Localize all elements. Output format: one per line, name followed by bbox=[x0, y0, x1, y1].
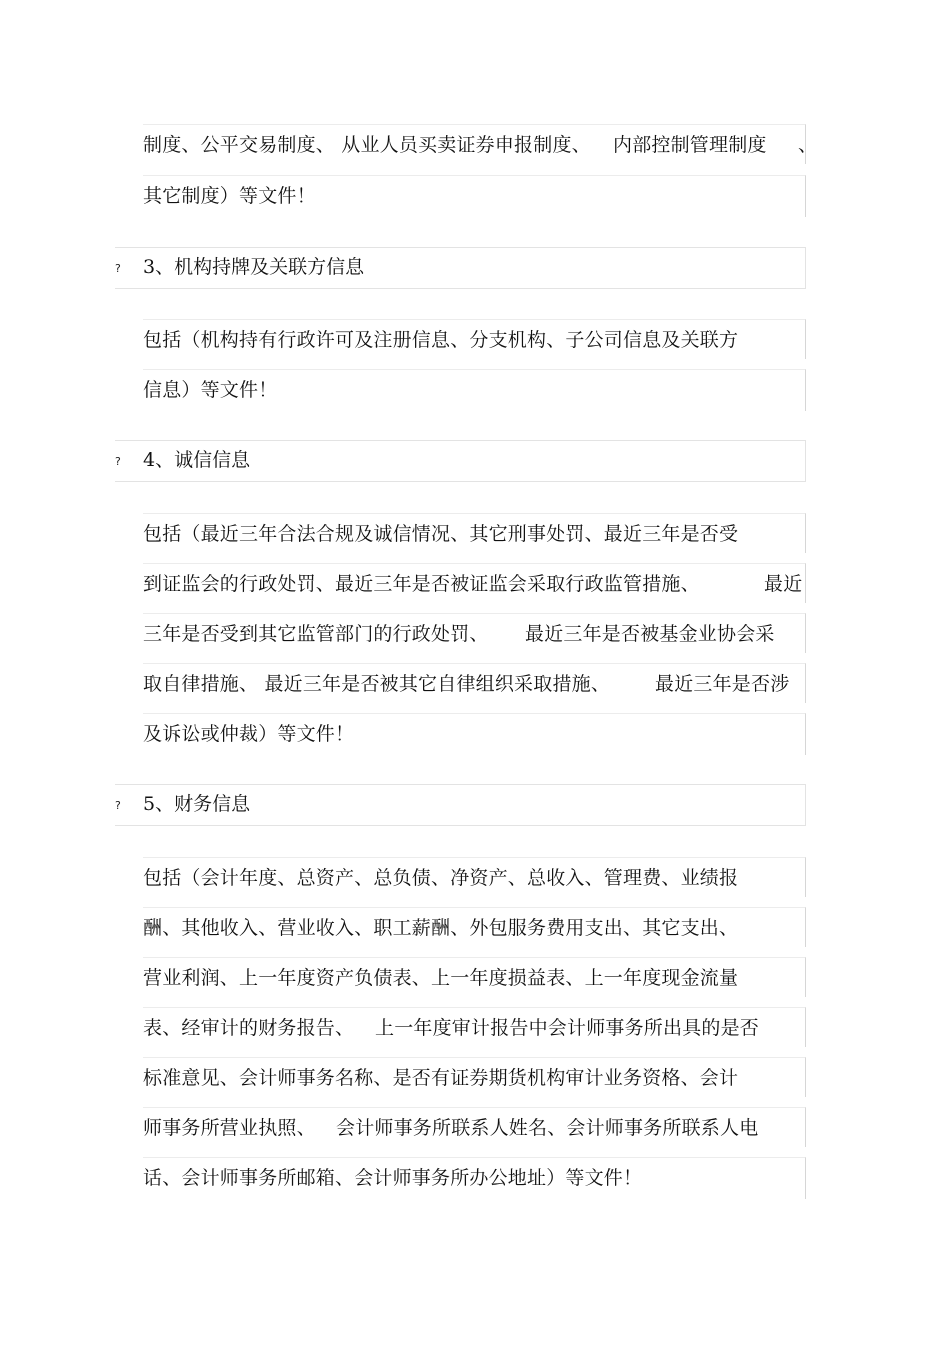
text-line bbox=[143, 1157, 806, 1199]
line-text: 表、经审计的财务报告、 bbox=[143, 1017, 355, 1039]
line-text: 标准意见、会计师事务名称、是否有证券期货机构审计业务资格、会计 bbox=[143, 1067, 739, 1089]
text-line bbox=[143, 319, 806, 359]
text-line bbox=[143, 713, 806, 755]
line-text: 到证监会的行政处罚、最近三年是否被证监会采取行政监管措施、 bbox=[143, 573, 700, 595]
heading-text: 5、财务信息 bbox=[143, 793, 251, 815]
text-line bbox=[143, 563, 806, 603]
bullet-icon: ? bbox=[115, 455, 121, 468]
section-heading bbox=[115, 440, 806, 482]
text-line bbox=[143, 613, 806, 653]
line-text: 三年是否受到其它监管部门的行政处罚、 bbox=[143, 623, 489, 645]
line-text: 制度、公平交易制度、 从业人员买卖证券申报制度、 bbox=[143, 134, 591, 156]
bullet-icon: ? bbox=[115, 262, 121, 275]
line-text: 话、会计师事务所邮箱、会计师事务所办公地址）等文件！ bbox=[143, 1167, 643, 1189]
text-line bbox=[143, 175, 806, 217]
bullet-icon: ? bbox=[115, 799, 121, 812]
line-text: 营业利润、上一年度资产负债表、上一年度损益表、上一年度现金流量 bbox=[143, 967, 739, 989]
text-line bbox=[143, 907, 806, 947]
line-text: 上一年度审计报告中会计师事务所出具的是否 bbox=[375, 1017, 760, 1039]
text-line bbox=[143, 513, 806, 553]
line-text: 、 bbox=[798, 134, 818, 156]
text-line bbox=[143, 663, 806, 703]
line-text: 最近 bbox=[764, 573, 803, 595]
line-text: 包括（最近三年合法合规及诚信情况、其它刑事处罚、最近三年是否受 bbox=[143, 523, 739, 545]
text-line bbox=[143, 1107, 806, 1147]
line-text: 信息）等文件！ bbox=[143, 379, 278, 401]
line-text: 最近三年是否涉 bbox=[655, 673, 790, 695]
line-text: 包括（机构持有行政许可及注册信息、分支机构、子公司信息及关联方 bbox=[143, 329, 739, 351]
line-text: 其它制度）等文件！ bbox=[143, 185, 316, 207]
section-heading bbox=[115, 247, 806, 289]
line-text: 最近三年是否被基金业协会采 bbox=[525, 623, 775, 645]
text-line bbox=[143, 1057, 806, 1097]
line-text: 会计师事务所联系人姓名、会计师事务所联系人电 bbox=[336, 1117, 759, 1139]
text-line bbox=[143, 1007, 806, 1047]
line-text: 酬、其他收入、营业收入、职工薪酬、外包服务费用支出、其它支出、 bbox=[143, 917, 739, 939]
line-text: 及诉讼或仲裁）等文件！ bbox=[143, 723, 355, 745]
heading-text: 4、诚信信息 bbox=[143, 449, 251, 471]
text-line bbox=[143, 124, 818, 164]
line-text: 包括（会计年度、总资产、总负债、净资产、总收入、管理费、业绩报 bbox=[143, 867, 739, 889]
line-text: 师事务所营业执照、 bbox=[143, 1117, 316, 1139]
section-heading bbox=[115, 784, 806, 826]
text-line bbox=[143, 857, 806, 897]
line-text: 取自律措施、 最近三年是否被其它自律组织采取措施、 bbox=[143, 673, 611, 695]
heading-text: 3、机构持牌及关联方信息 bbox=[143, 256, 365, 278]
text-line bbox=[143, 369, 806, 411]
text-line bbox=[143, 957, 806, 997]
line-text: 内部控制管理制度 bbox=[613, 134, 767, 156]
